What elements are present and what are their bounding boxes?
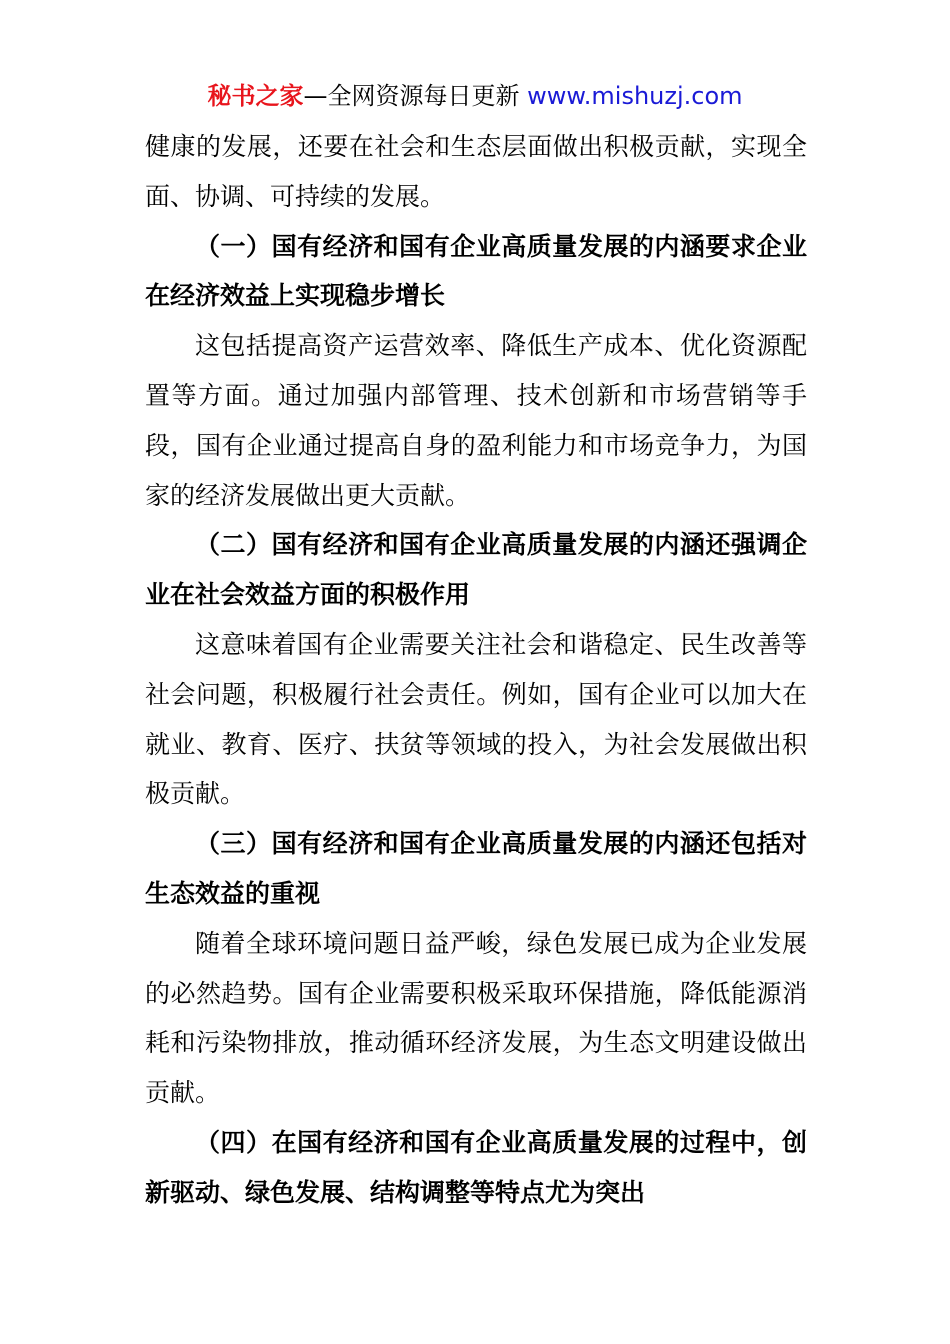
site-header <box>0 80 950 112</box>
brand-name: 秘书之家 <box>207 82 304 110</box>
document-body <box>145 122 807 1218</box>
section-heading-3: （三）国有经济和国有企业高质量发展的内涵还包括对生态效益的重视 <box>145 829 807 908</box>
section-heading-1: （一）国有经济和国有企业高质量发展的内涵要求企业在经济效益上实现稳步增长 <box>145 231 807 311</box>
section-heading-4: （四）在国有经济和国有企业高质量发展的过程中，创新驱动、绿色发展、结构调整等特点尤为突出 <box>145 1127 807 1207</box>
paragraph-2: 这意味着国有企业需要关注社会和谐稳定、民生改善等社会问题，积极履行社会责任。例如，国有企业可以加大在就业、教育、医疗、扶贫等领域的投入，为社会发展做出积极贡献。 <box>145 629 807 809</box>
header-tagline: —全网资源每日更新 <box>303 82 528 110</box>
paragraph-1: 这包括提高资产运营效率、降低生产成本、优化资源配置等方面。通过加强内部管理、技术创新和市场营销等手段，国有企业通过提高自身的盈利能力和市场竞争力，为国家的经济发展做出更大贡献。 <box>145 331 807 510</box>
paragraph-3: 随着全球环境问题日益严峻，绿色发展已成为企业发展的必然趋势。国有企业需要积极采取环保措施，降低能源消耗和污染物排放，推动循环经济发展，为生态文明建设做出贡献。 <box>145 928 807 1108</box>
paragraph-continuation: 健康的发展，还要在社会和生态层面做出积极贡献，实现全面、协调、可持续的发展。 <box>145 132 807 211</box>
site-url-link[interactable]: www.mishuzj.com <box>527 82 743 110</box>
section-heading-2: （二）国有经济和国有企业高质量发展的内涵还强调企业在社会效益方面的积极作用 <box>145 530 807 610</box>
